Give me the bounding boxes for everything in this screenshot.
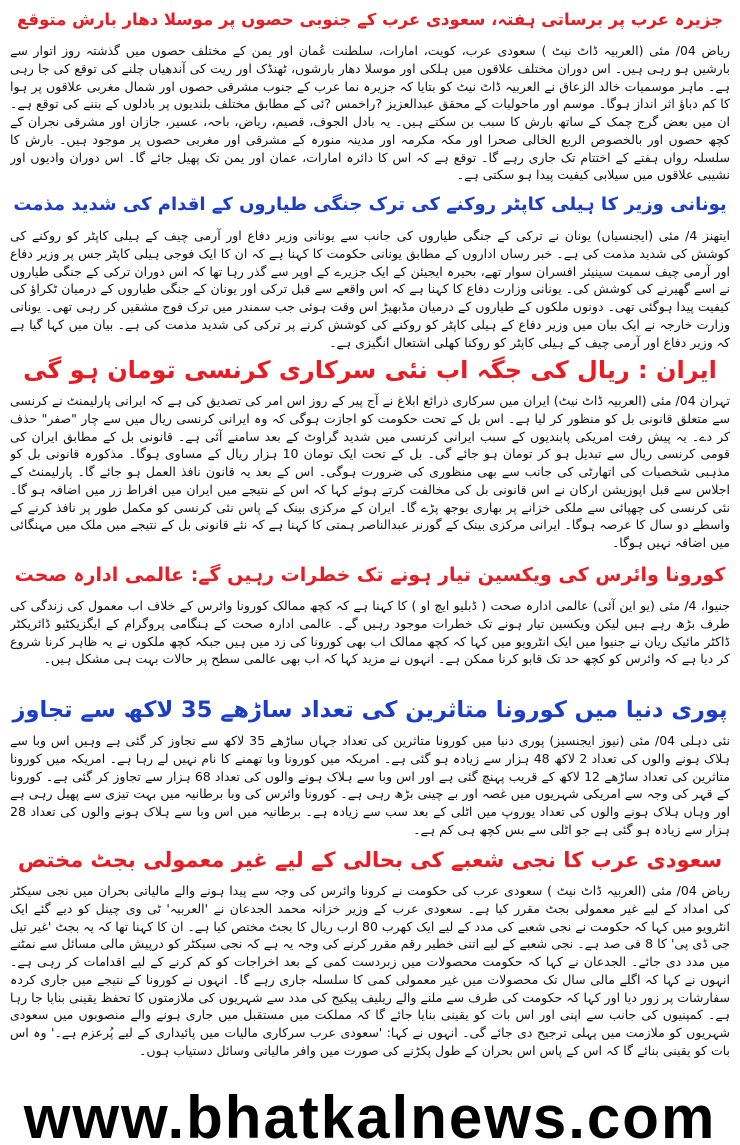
site-watermark: www.bhatkalnews.com — [23, 1090, 717, 1145]
article-body: نئی دہلی 04/ مئی (نیوز ایجنسیز) پوری دنیا میں کورونا متاثرین کی تعداد جہاں ساڑھے 35 لاکھ سے تجاوز کر گئی ہے وہیں اس وبا سے ہلاک ہونے والوں کی تعداد 2 لاکھ 48 ہزار سے زیادہ ہو گئی ہے۔ امریکہ میں کورونا وبا تھمنے کا نام نہیں لے رہا ہے۔ امریکہ میں کورونا متاثرین کی تعداد ساڑھے 12 لاکھ کے قریب پہنچ گئی ہے اور اس وبا سے ہلاک ہونے والوں کی تعداد 68 ہزار سے تجاوز کر گئی ہے۔ کورونا کے قہر کی وجہ سے امریکی شہریوں میں غصہ اور بے چینی بڑھ رہی ہے۔ کورونا وائرس کی وبا برطانیہ میں بہت تیزی سے پھیل رہی ہے اور وہاں ہلاک ہونے والوں کی تعداد یوروپ میں اٹلی کے بعد سب سے زیادہ ہے۔ برطانیہ میں اس وبا سے ہلاک ہونے والوں کی تعداد 28 ہزار سے زیادہ ہو گئی ہے جو اٹلی سے بس کچھ ہی کم ہے۔ — [10, 733, 730, 837]
news-article — [10, 0, 730, 185]
news-article — [10, 555, 730, 690]
news-article — [10, 840, 730, 1092]
article-headline: ایران : ریال کی جگہ اب نئی سرکاری کرنسی تومان ہو گی — [23, 356, 717, 384]
article-body: ایتھنز 4/ مئی (ایجنسیاں) یونان نے ترکی کے جنگی طیاروں کی جانب سے یونانی وزیر دفاع اور آرمی چیف کے ہیلی کاپٹر کو روکنے کی کوشش کی شدید مذمت کی ہے۔ خبر رساں اداروں کے مطابق یونانی حکومت کا کہنا ہے کہ ان کا ایک فوجی ہیلی کاپٹر جس پر وزیر دفاع اور آرمی چیف سمیت سینیئر افسران سوار تھے، بحیرہ ایجیئن کے ایک جزیرے کے اوپر سے گذر رہا تھا کہ اس دوران ترکی کے جنگی طیاروں نے اسے گھیرنے کی کوشش کی۔ یونانی وزارت دفاع کا کہنا ہے کہ اس واقعے سے قبل ترکی اور یونان کے جنگی طیاروں کے درمیان ٹکراؤ کی کیفیت پیدا ہوگئی تھی۔ دونوں ملکوں کے طیاروں کے درمیان مڈبھیڑ اس وقت ہوئی جب سمندر میں ترک فوج مشقیں کر رہی تھی۔ یونانی وزارت خارجہ نے ایک بیان میں وزیر دفاع کے ہیلی کاپٹر کو روکنے کی کوشش کرنے پر ترکی کی شدید مذمت کی ہے۔ بیان میں کہا گیا ہے کہ وزیر دفاع اور آرمی چیف کے ہیلی کاپٹر کو روکنا کھلی اشتعال انگیزی ہے۔ — [10, 228, 730, 350]
article-body: جنیوا، 4/ مئی (یو این آئی) عالمی ادارہ صحت ( ڈبلیو ایچ او ) کا کہنا ہے کہ کچھ ممالک کورونا وائرس کے خلاف اب معمول کی زندگی کی طرف بڑھ رہے ہیں لیکن ویکسین تیار ہونے تک خطرات موجود رہیں گے۔ عالمی ادارہ صحت کے ہنگامی پروگرام کے ایگزیکٹیو ڈائریکٹر ڈاکٹر مائیک ریان نے جنیوا میں ایک انٹرویو میں کہا کہ کچھ ممالک اب بھی کورونا کی زد میں ہیں جبکہ کچھ ملکوں نے یہ ظاہر کرنا شروع کر دیا ہے کہ وائرس کو کچھ حد تک قابو کرنا ممکن ہے۔ انہوں نے مزید کہا کہ اب بھی عالمی سطح پر حالات بہت ہی مشکل ہیں۔ — [10, 598, 730, 667]
news-article — [10, 350, 730, 555]
news-article — [10, 690, 730, 840]
article-headline: پوری دنیا میں کورونا متاثرین کی تعداد ساڑھے 35 لاکھ سے تجاوز — [12, 697, 728, 723]
article-body: ریاض 04/ مئی (العربیہ ڈاٹ نیٹ ) سعودی عرب، کویت، امارات، سلطنت عُمان اور یمن کے مختلف حصوں میں گذشتہ روز اتوار سے بارشیں ہو رہی ہیں۔ اس دوران مختلف علاقوں میں ہلکی اور موسلا دھار بارشوں، ٹھنڈک اور ریت کی آندھیاں چلنے کی توقع کی جا رہی ہے۔ ماہر موسمیات خالد الزعاق نے العربیہ ڈاٹ نیٹ کو بتایا کہ جزیرہ نما عرب کے جنوب مشرقی حصوں اور شمال مغربی علاقوں پر ہوا کا کم دباؤ اثر انداز ہوگا۔ موسم اور ماحولیات کے محقق عبدالعزیز ?راخمس ?ئی کے مطابق مختلف بلندیوں پر بادلوں کے بننے کی توقع ہے۔ ان میں بعض گرج چمک کے ساتھ بارش کا سبب بن سکتے ہیں۔ یہ بادل الجوف، قصیم، ریاض، باحہ، عسیر، جازان اور مشرقی نجران کے کچھ حصوں اور بالخصوص الربع الخالی صحرا اور مکہ مکرمہ اور مدینہ منورہ کے مشرقی اور مغربی حصوں پر موجود ہیں۔ بارش کا سلسلہ رواں ہفتے کے اختتام تک جاری رہے گا۔ توقع ہے کہ اس کا دائرہ امارات، عمان اور یمن تک پھیل جائے گا۔ اس دوران وادیوں اور نشیبی علاقوں میں سیلابی کیفیت پیدا ہو سکتی ہے۔ — [10, 43, 730, 183]
article-headline: کورونا وائرس کی ویکسین تیار ہونے تک خطرات رہیں گے: عالمی ادارہ صحت — [14, 564, 726, 586]
article-headline: یونانی وزیر کا ہیلی کاپٹر روکنے کی ترک جنگی طیاروں کے اقدام کی شدید مذمت — [13, 194, 727, 215]
news-article — [10, 185, 730, 350]
article-body: تہران 04/ مئی (العربیہ ڈاٹ نیٹ) ایران میں سرکاری ذرائع ابلاغ نے آج پیر کے روز اس امر کی تصدیق کی ہے کہ ایرانی پارلیمنٹ نے کرنسی سے متعلق قانونی بل کو منظور کر لیا ہے۔ اس بل کے تحت حکومت کو اجازت ہوگی کہ وہ ایرانی کرنسی ریال میں سے چار "صفر" حذف کر دے۔ یہ پیش رفت امریکی پابندیوں کے سبب ایرانی کرنسی میں شدید گراوٹ کے بعد سامنے آئی ہے۔ قانونی بل کے مطابق ایران کی قومی کرنسی ریال سے تبدیل ہو کر تومان ہو جائے گی۔ بل کے تحت ایک تومان 10 ہزار ریال کے مساوی ہوگا۔ مذکورہ قانونی بل کو مذہبی شخصیات کی اتھارٹی کی جانب سے بھی منظوری کی ضرورت ہوگی۔ اس کے بعد یہ قانون نافذ العمل ہو جائے گا۔ پارلیمنٹ کے اجلاس سے قبل اپوزیشن ارکان نے اس قانونی بل کی مخالفت کرتے ہوئے کہا کہ اس کے نتیجے میں ایران میں افراط زر میں اضافہ ہو گا۔ نئی کرنسی کی چھپائی سے ملکی خزانے پر بھاری بوجھ پڑے گا۔ ایران کے مرکزی بینک کے پاس نئی کرنسی کو مکمل طور پر نافذ کرنے کے واسطے دو سال کا عرصہ ہوگا۔ ایرانی مرکزی بینک کے گورنر عبدالناصر ہمتی کا کہنا ہے کہ نئے قانونی بل کے نتیجے میں ملک میں مہنگائی میں اضافہ نہیں ہوگا۔ — [10, 393, 730, 550]
site-footer — [10, 1090, 730, 1145]
article-headline: سعودی عرب کا نجی شعبے کی بحالی کے لیے غیر معمولی بجٹ مختص — [17, 848, 723, 872]
article-body: ریاض 04/ مئی (العربیہ ڈاٹ نیٹ ) سعودی عرب کی حکومت نے کرونا وائرس کی وجہ سے پیدا ہونے والے مالیاتی بحران میں نجی سیکٹر کی امداد کے لیے غیر معمولی بجٹ مقرر کیا ہے۔ سعودی عرب کے وزیر خزانہ محمد الجدعان نے 'العربیہ' ٹی وی چینل کو دیے گئے ایک انٹرویو میں کہا کہ حکومت نے نجی شعبے کی مدد کے لیے ایک کھرب 80 ارب ریال کا بجٹ مختص کیا ہے۔ ان کا کہنا تھا کہ یہ بجٹ 'غیر تیل جی ڈی پی' کا 8 فی صد ہے۔ نجی شعبے کے لیے اتنی خطیر رقم مقرر کرنے کی وجہ یہ ہے کہ نجی سیکٹر کو درپیش مالی مسائل سے نمٹنے میں مدد دی جائے۔ الجدعان نے کہا کہ حکومت محصولات میں زبردست کمی کے بعد اخراجات کو کم کرنے کے لیے اقدامات کر رہی ہے۔ انہوں نے کہا کہ اگلے مالی سال تک محصولات میں غیر معمولی کمی کا سلسلہ جاری رہے گا۔ انہوں نے کورونا کے نتیجے میں جاری کردہ سفارشات پر زور دیا اور کہا کہ حکومت کی طرف سے ملنے والے ریلیف پیکیج کی مدد سے شہریوں کی ملازمتوں کا تحفظ یقینی بنایا جا رہا ہے۔ کمپنیوں کی جانب سے اپنی اور اس بات کو یقینی بنایا جائے گا کہ مملکت میں مستقبل میں جاری ہونے والے منصوبوں میں سعودی شہریوں کو ملازمت میں پہلی ترجیح دی جائے گی۔ انہوں نے کہا: 'سعودی عرب سرکاری مالیات میں پائیداری کے لیے پُرعزم ہے۔' وہ اس بات کو یقینی بنائے گا کہ اس کے پاس اس بحران کے طول پکڑنے کی صورت میں وافر مالیاتی وسائل دستیاب ہوں۔ — [10, 883, 730, 1058]
article-headline: جزیرہ عرب پر برساتی ہفتہ، سعودی عرب کے جنوبی حصوں پر موسلا دھار بارش متوقع — [17, 10, 723, 29]
